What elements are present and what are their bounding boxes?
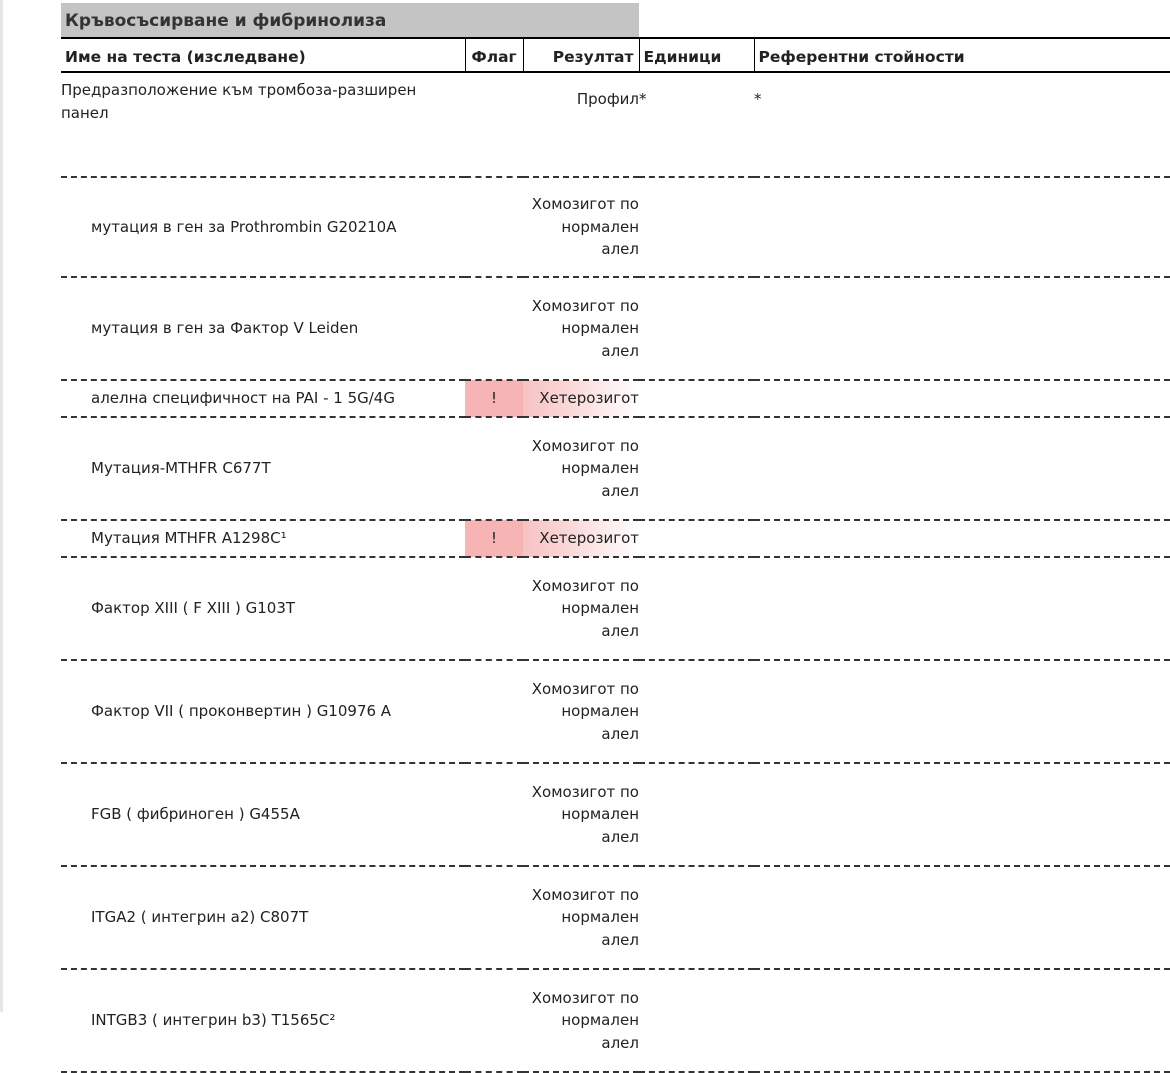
test-reference bbox=[754, 277, 1170, 380]
column-header-flag: Флаг bbox=[465, 38, 523, 72]
test-flag bbox=[465, 763, 523, 866]
test-flag bbox=[465, 72, 523, 177]
test-flag bbox=[465, 277, 523, 380]
test-units bbox=[639, 763, 754, 866]
test-result: Профил bbox=[523, 72, 639, 177]
test-name: Мутация-MTHFR C677T bbox=[61, 417, 465, 520]
test-reference bbox=[754, 969, 1170, 1072]
test-reference bbox=[754, 763, 1170, 866]
table-row bbox=[61, 417, 1170, 520]
test-reference bbox=[754, 660, 1170, 763]
test-reference bbox=[754, 866, 1170, 969]
test-result: Хомозигот по нормален алел bbox=[523, 660, 639, 763]
test-result: Хетерозигот bbox=[523, 380, 639, 417]
test-name: мутация в ген за Prothrombin G20210A bbox=[61, 177, 465, 277]
test-name: Мутация MTHFR A1298C¹ bbox=[61, 520, 465, 557]
column-header-units: Единици bbox=[639, 38, 754, 72]
test-units bbox=[639, 557, 754, 660]
test-units bbox=[639, 277, 754, 380]
table-row bbox=[61, 380, 1170, 417]
test-name: Предразположение към тромбоза-разширен панел bbox=[61, 72, 465, 177]
test-units: * bbox=[639, 72, 754, 177]
test-flag bbox=[465, 417, 523, 520]
table-row bbox=[61, 969, 1170, 1072]
table-header-row bbox=[61, 38, 1170, 72]
test-flag bbox=[465, 557, 523, 660]
column-header-reference: Референтни стойности bbox=[754, 38, 1170, 72]
test-result: Хомозигот по нормален алел bbox=[523, 177, 639, 277]
test-units bbox=[639, 177, 754, 277]
table-row bbox=[61, 557, 1170, 660]
test-flag bbox=[465, 177, 523, 277]
test-flag bbox=[465, 969, 523, 1072]
table-row bbox=[61, 520, 1170, 557]
abnormal-flag: ! bbox=[465, 380, 523, 417]
test-units bbox=[639, 866, 754, 969]
test-result: Хомозигот по нормален алел bbox=[523, 277, 639, 380]
table-row bbox=[61, 660, 1170, 763]
test-units bbox=[639, 380, 754, 417]
test-result: Хомозигот по нормален алел bbox=[523, 417, 639, 520]
test-reference bbox=[754, 380, 1170, 417]
table-row bbox=[61, 277, 1170, 380]
test-reference bbox=[754, 417, 1170, 520]
test-units bbox=[639, 417, 754, 520]
table-row bbox=[61, 763, 1170, 866]
test-flag bbox=[465, 660, 523, 763]
test-name: FGB ( фибриноген ) G455A bbox=[61, 763, 465, 866]
test-result: Хомозигот по нормален алел bbox=[523, 969, 639, 1072]
test-flag bbox=[465, 866, 523, 969]
test-reference: * bbox=[754, 72, 1170, 177]
page-left-border bbox=[0, 0, 3, 1012]
test-result: Хетерозигот bbox=[523, 520, 639, 557]
column-header-result: Резултат bbox=[523, 38, 639, 72]
test-result: Хомозигот по нормален алел bbox=[523, 557, 639, 660]
test-name: Фактор VII ( проконвертин ) G10976 A bbox=[61, 660, 465, 763]
test-name: Фактор XIII ( F XIII ) G103T bbox=[61, 557, 465, 660]
test-result: Хомозигот по нормален алел bbox=[523, 866, 639, 969]
test-name: алелна специфичност на PAI - 1 5G/4G bbox=[61, 380, 465, 417]
test-name: INTGB3 ( интегрин b3) T1565C² bbox=[61, 969, 465, 1072]
test-reference bbox=[754, 177, 1170, 277]
table-row bbox=[61, 866, 1170, 969]
test-result: Хомозигот по нормален алел bbox=[523, 763, 639, 866]
test-units bbox=[639, 660, 754, 763]
section-title: Кръвосъсирване и фибринолиза bbox=[61, 3, 639, 37]
test-reference bbox=[754, 520, 1170, 557]
test-name: мутация в ген за Фактор V Leiden bbox=[61, 277, 465, 380]
test-name: ITGA2 ( интегрин a2) C807T bbox=[61, 866, 465, 969]
table-row bbox=[61, 72, 1170, 177]
abnormal-flag: ! bbox=[465, 520, 523, 557]
results-table bbox=[61, 37, 1170, 1073]
column-header-test-name: Име на теста (изследване) bbox=[61, 38, 465, 72]
test-units bbox=[639, 520, 754, 557]
table-row bbox=[61, 177, 1170, 277]
test-reference bbox=[754, 557, 1170, 660]
test-units bbox=[639, 969, 754, 1072]
